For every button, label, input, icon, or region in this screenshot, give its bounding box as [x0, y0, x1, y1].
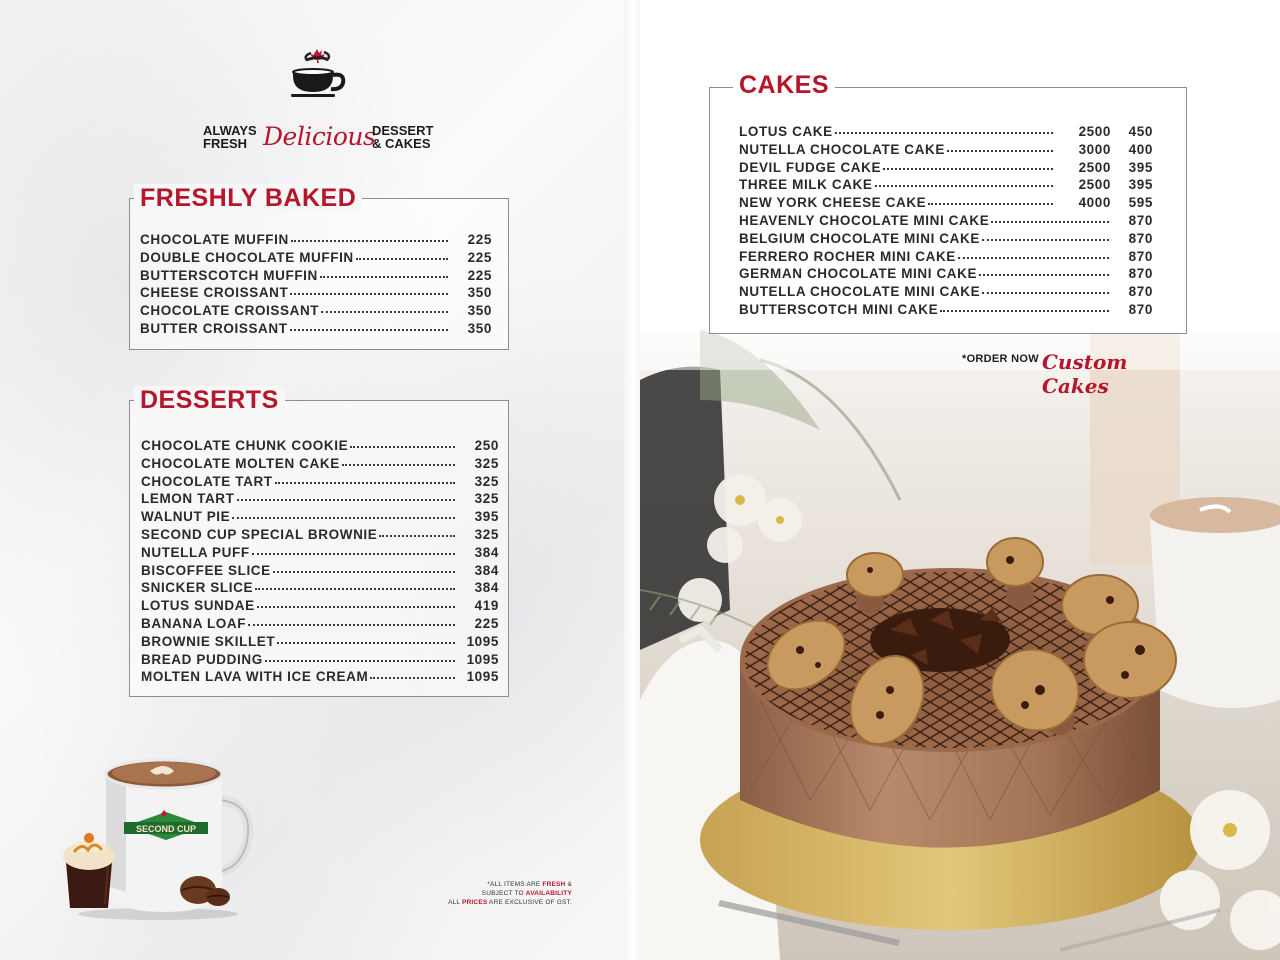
menu-item-name: CHOCOLATE MOLTEN CAKE [141, 455, 340, 471]
cakes-list [739, 122, 1153, 318]
freshly-baked-list [140, 230, 492, 337]
menu-item-price: 870 [1128, 266, 1153, 282]
menu-item-name: MOLTEN LAVA WITH ICE CREAM [141, 669, 369, 685]
coffee-mug-image [58, 752, 258, 922]
menu-item-name: BUTTER CROISSANT [140, 320, 288, 336]
menu-item-name: NEW YORK CHEESE CAKE [739, 195, 927, 211]
menu-item-price: 400 [1128, 141, 1153, 157]
footnote-text-1: *ALL ITEMS ARE [487, 881, 543, 888]
dot-leader [290, 317, 448, 331]
footnote-prices: PRICES [462, 899, 488, 906]
menu-item-name: DOUBLE CHOCOLATE MUFFIN [140, 249, 354, 265]
dot-leader [290, 281, 448, 295]
dot-leader [940, 298, 1109, 312]
menu-item-price: 225 [474, 615, 499, 631]
menu-item-name: BELGIUM CHOCOLATE MINI CAKE [739, 230, 980, 246]
dot-leader [255, 576, 455, 590]
menu-item-name: LOTUS CAKE [739, 124, 833, 139]
footnote-fresh: FRESH [542, 881, 566, 888]
menu-item [141, 667, 499, 685]
dot-leader [379, 523, 455, 537]
page-gutter [624, 0, 640, 960]
menu-item-price: 325 [474, 491, 499, 507]
menu-item-price: 870 [1128, 301, 1153, 317]
menu-item-price: 225 [467, 249, 492, 265]
dot-leader [237, 487, 456, 501]
dot-leader [257, 594, 455, 608]
menu-item-price: 450 [1128, 124, 1153, 139]
dot-leader [252, 541, 455, 555]
footnote-text-4: ALL [448, 899, 462, 906]
menu-item-price-whole: 2500 [1078, 177, 1111, 193]
dot-leader [277, 630, 455, 644]
menu-item-price: 325 [474, 455, 499, 471]
menu-item-name: CHOCOLATE CHUNK COOKIE [141, 438, 349, 453]
tagline-and-cakes: & CAKES [372, 136, 431, 151]
footnote-text-2: & [565, 881, 572, 888]
dot-leader [232, 505, 455, 519]
menu-item-price: 1095 [466, 651, 499, 667]
menu-item-name: CHEESE CROISSANT [140, 285, 289, 301]
menu-item-price: 225 [467, 232, 492, 247]
dot-leader [356, 246, 448, 260]
dot-leader [291, 228, 448, 242]
freshly-baked-title: FRESHLY BAKED [134, 184, 362, 212]
menu-item-name: BREAD PUDDING [141, 651, 263, 667]
cakes-title: CAKES [733, 71, 835, 99]
menu-item-price-whole: 4000 [1078, 195, 1111, 211]
menu-item-price: 325 [474, 473, 499, 489]
dot-leader [275, 470, 455, 484]
tagline-delicious: Delicious [263, 122, 376, 151]
menu-item-name: WALNUT PIE [141, 509, 231, 525]
menu-item-name: BUTTERSCOTCH MINI CAKE [739, 301, 939, 317]
menu-item-name: SECOND CUP SPECIAL BROWNIE [141, 526, 378, 542]
menu-item-name: GERMAN CHOCOLATE MINI CAKE [739, 266, 978, 282]
desserts-title: DESSERTS [134, 386, 285, 414]
menu-item-price: 870 [1128, 230, 1153, 246]
footnote-availability: AVAILABILITY [525, 890, 572, 897]
dot-leader [947, 138, 1053, 152]
dot-leader [982, 227, 1109, 241]
dot-leader [342, 452, 455, 466]
menu-item-price: 870 [1128, 212, 1153, 228]
dot-leader [928, 191, 1053, 205]
menu-item-price: 395 [1128, 159, 1153, 175]
menu-item-name: CHOCOLATE TART [141, 473, 273, 489]
menu-item-name: BUTTERSCOTCH MUFFIN [140, 267, 318, 283]
menu-item-price: 350 [467, 320, 492, 336]
dot-leader [320, 264, 448, 278]
menu-item-name: CHOCOLATE CROISSANT [140, 303, 320, 319]
menu-item [739, 300, 1153, 318]
menu-item-price: 225 [467, 267, 492, 283]
dot-leader [350, 434, 455, 448]
menu-item-name: BANANA LOAF [141, 615, 247, 631]
tagline-dessert: DESSERT [372, 123, 434, 138]
menu-item-price: 870 [1128, 284, 1153, 300]
menu-item-name: LEMON TART [141, 491, 235, 507]
menu-item-name: NUTELLA CHOCOLATE MINI CAKE [739, 284, 981, 300]
menu-item-name: SNICKER SLICE [141, 580, 254, 596]
coffee-cup-logo-icon [290, 48, 348, 100]
menu-item-name: NUTELLA CHOCOLATE CAKE [739, 141, 945, 157]
menu-item-price-whole: 2500 [1078, 124, 1111, 139]
menu-item-name: NUTELLA PUFF [141, 544, 250, 560]
menu-item-price: 384 [474, 580, 499, 596]
menu-item-price: 325 [474, 526, 499, 542]
desserts-list [141, 436, 499, 685]
dot-leader [248, 612, 455, 626]
menu-item-name: CHOCOLATE MUFFIN [140, 232, 289, 247]
menu-item-price-whole: 3000 [1078, 141, 1111, 157]
dot-leader [982, 280, 1109, 294]
menu-item-price: 1095 [466, 669, 499, 685]
footnote [420, 880, 572, 907]
menu-item-price-whole: 2500 [1078, 159, 1111, 175]
menu-item-price: 350 [467, 303, 492, 319]
menu-item-name: DEVIL FUDGE CAKE [739, 159, 882, 175]
dot-leader [835, 120, 1053, 134]
menu-item-price: 384 [474, 544, 499, 560]
menu-item-name: LOTUS SUNDAE [141, 598, 255, 614]
menu-item-price: 395 [1128, 177, 1153, 193]
menu-item-price: 595 [1128, 195, 1153, 211]
menu-item-price: 384 [474, 562, 499, 578]
custom-cakes-callout [962, 350, 1192, 398]
dot-leader [265, 648, 455, 662]
mug-brand-label: SECOND CUP [135, 824, 197, 834]
dot-leader [875, 173, 1054, 187]
tagline-right [372, 124, 433, 150]
menu-item-name: BISCOFFEE SLICE [141, 562, 271, 578]
menu-item-name: THREE MILK CAKE [739, 177, 873, 193]
menu-item-name: FERRERO ROCHER MINI CAKE [739, 248, 956, 264]
menu-item-name: HEAVENLY CHOCOLATE MINI CAKE [739, 212, 990, 228]
tagline [200, 122, 440, 156]
dot-leader [883, 156, 1053, 170]
left-menu-page [0, 0, 624, 960]
dot-leader [273, 559, 455, 573]
footnote-text-5: ARE EXCLUSIVE OF GST. [487, 899, 572, 906]
footnote-text-3: SUBJECT TO [481, 890, 526, 897]
tagline-always: ALWAYS [203, 123, 257, 138]
menu-item-price: 870 [1128, 248, 1153, 264]
menu-item-name: BROWNIE SKILLET [141, 633, 276, 649]
menu-item-price: 250 [474, 438, 499, 453]
menu-item-price: 419 [474, 598, 499, 614]
tagline-fresh: FRESH [203, 136, 248, 151]
tagline-left [203, 124, 257, 150]
dot-leader [979, 262, 1109, 276]
menu-item-price: 395 [474, 509, 499, 525]
custom-cakes-script: Custom Cakes [1042, 350, 1128, 398]
menu-item [140, 319, 492, 337]
menu-item-price: 1095 [466, 633, 499, 649]
dot-leader [321, 299, 448, 313]
dot-leader [958, 245, 1109, 259]
dot-leader [991, 209, 1109, 223]
menu-item-price: 350 [467, 285, 492, 301]
order-now-label: *ORDER NOW [962, 353, 1039, 365]
dot-leader [370, 665, 455, 679]
